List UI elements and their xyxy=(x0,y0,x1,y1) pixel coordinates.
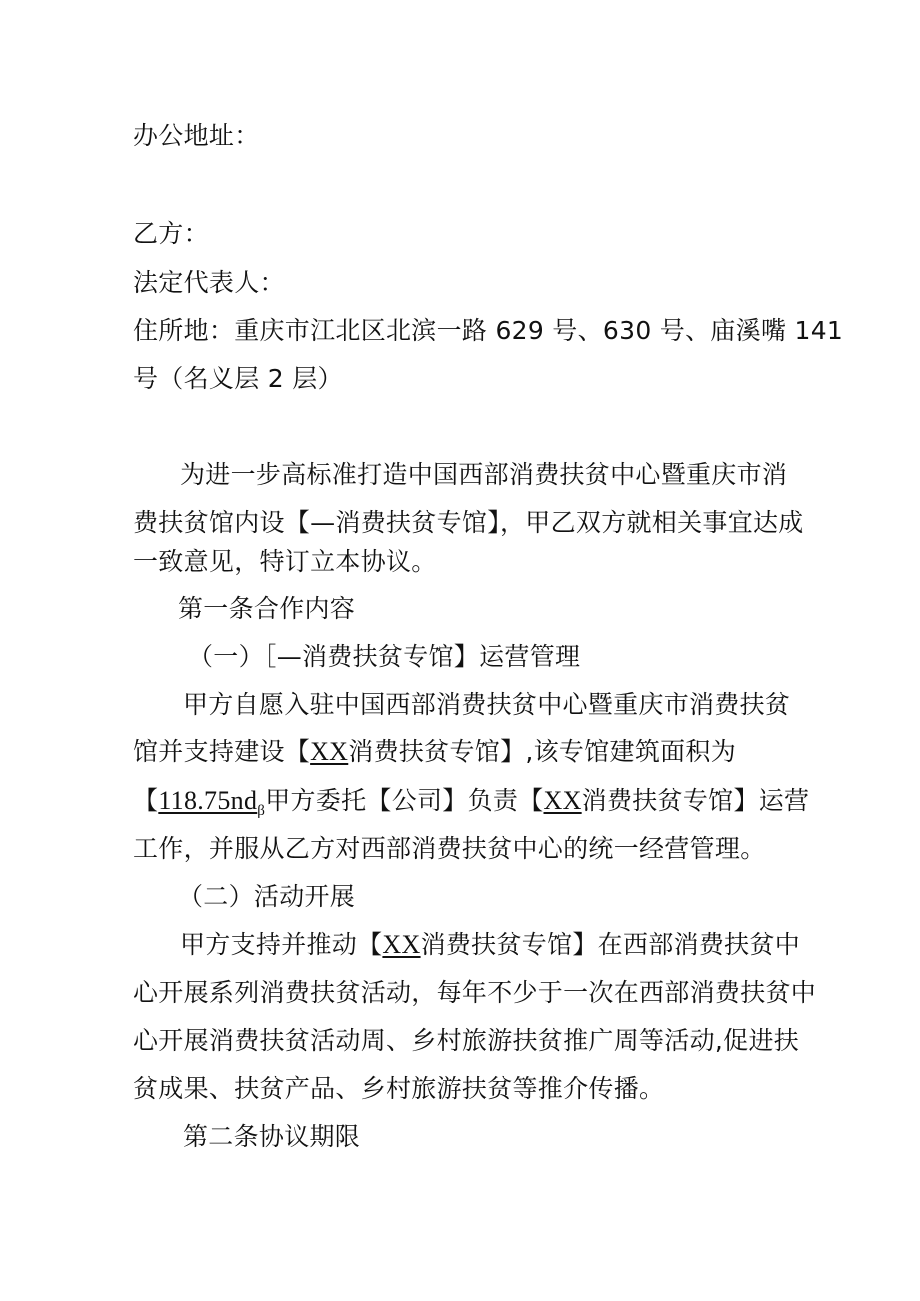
party-b-label: 乙方： xyxy=(133,219,209,248)
intro-line-2: 费扶贫馆内设【—消费扶贫专馆】，甲乙双方就相关事宜达成 xyxy=(133,508,804,537)
section-1-line-4: 工作，并服从乙方对西部消费扶贫中心的统一经营管理。 xyxy=(133,834,766,863)
intro-line-1: 为进一步高标准打造中国西部消费扶贫中心暨重庆市消 xyxy=(180,460,788,489)
section-1-line-3-part-c: 消费扶贫专馆】运营 xyxy=(581,786,810,815)
office-address-label: 办公地址： xyxy=(133,121,260,150)
party-b-address-line-2: 号（名义层 2 层） xyxy=(133,364,343,393)
section-1-line-2-part-b: 消费扶贫专馆】,该专馆建筑面积为 xyxy=(348,737,737,766)
placeholder-xx: XX xyxy=(310,737,349,766)
section-1-line-2 xyxy=(133,737,736,767)
article-2-title: 第二条协议期限 xyxy=(183,1122,361,1151)
section-1-line-3 xyxy=(133,786,809,826)
section-2-line-3: 心开展消费扶贫活动周、乡村旅游扶贫推广周等活动,促进扶 xyxy=(133,1026,800,1055)
intro-line-3: 一致意见，特订立本协议。 xyxy=(133,547,437,576)
legal-representative-label: 法定代表人： xyxy=(133,268,285,297)
building-area-unit-mark: β xyxy=(257,803,266,819)
placeholder-xx: XX xyxy=(382,930,421,959)
section-2-line-2: 心开展系列消费扶贫活动，每年不少于一次在西部消费扶贫中 xyxy=(133,978,817,1007)
section-2-line-1-part-b: 消费扶贫专馆】在西部消费扶贫中 xyxy=(420,930,801,959)
section-2-line-4: 贫成果、扶贫产品、乡村旅游扶贫等推介传播。 xyxy=(133,1074,665,1103)
party-b-address-line-1: 住所地：重庆市江北区北滨一路 629 号、630 号、庙溪嘴 141 xyxy=(133,316,844,345)
section-2-title: （二）活动开展 xyxy=(178,882,356,911)
section-1-title: （一）［—消费扶贫专馆】运营管理 xyxy=(188,642,581,671)
placeholder-xx: XX xyxy=(543,786,582,815)
section-1-line-1: 甲方自愿入驻中国西部消费扶贫中心暨重庆市消费扶贫 xyxy=(183,690,791,719)
section-1-line-3-part-a: 【 xyxy=(133,786,159,815)
section-1-line-3-part-b: 甲方委托【公司】负责【 xyxy=(265,786,544,815)
section-1-line-2-part-a: 馆并支持建设【 xyxy=(133,737,311,766)
section-2-line-1-part-a: 甲方支持并推动【 xyxy=(180,930,383,959)
building-area-value: 118.75nd xyxy=(158,786,258,815)
section-2-line-1 xyxy=(180,930,800,960)
article-1-title: 第一条合作内容 xyxy=(178,594,356,623)
